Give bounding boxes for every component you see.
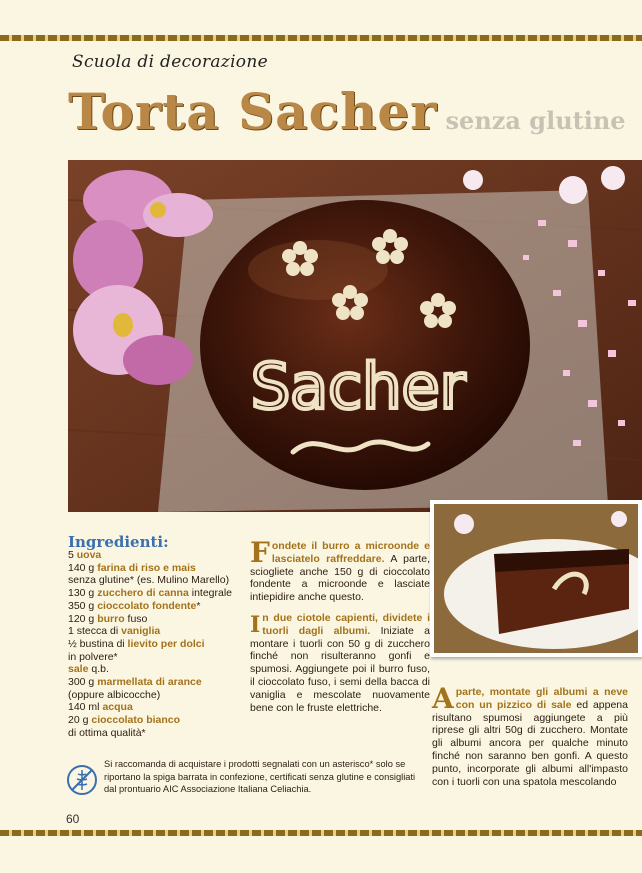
- page-title: [68, 82, 626, 141]
- ingredient-line: 20 g cioccolato bianco: [68, 714, 181, 727]
- ingredient-line: di ottima qualità*: [68, 726, 146, 739]
- instructions-column-3: [432, 682, 628, 796]
- ingredients-list: [68, 549, 238, 740]
- cake-photo: [68, 160, 642, 512]
- ingredient-line: sale q.b.: [68, 663, 109, 676]
- ingredient-line: 350 g cioccolato fondente*: [68, 599, 201, 612]
- ingredient-line: ½ bustina di lievito per dolci: [68, 637, 205, 650]
- ingredient-line: 1 stecca di vaniglia: [68, 625, 161, 638]
- ingredients-heading: Ingredienti:: [68, 533, 169, 551]
- title-subtitle: senza glutine: [445, 106, 626, 135]
- ingredient-line: 120 g burro fuso: [68, 612, 148, 625]
- ingredient-line: (oppure albicocche): [68, 688, 161, 701]
- step-paragraph-2: In due ciotole capienti, dividete i tuorli dagli albumi. Iniziate a montare i tuorli con 50 g di zucchero finché non risulteranno gonfi e spumosi. Aggiungete poi il burro fuso, il cioccolato fuso, i semi della bacca di vaniglia e mescolate nuovamente bene con le fruste elettriche.: [250, 611, 430, 714]
- cake-slice-photo: [430, 500, 642, 657]
- ingredient-line: 140 g farina di riso e mais: [68, 561, 196, 574]
- ingredient-line: in polvere*: [68, 650, 118, 663]
- bottom-decorative-stripe: [0, 830, 642, 836]
- ingredient-line: senza glutine* (es. Mulino Marello): [68, 574, 230, 587]
- page-number: 60: [66, 812, 80, 826]
- top-decorative-stripe: [0, 35, 642, 41]
- ingredient-line: 130 g zucchero di canna integrale: [68, 587, 233, 600]
- ingredient-line: 5 uova: [68, 549, 102, 561]
- cake-lettering: Sacher: [250, 350, 466, 423]
- instructions-column-2: [250, 536, 431, 722]
- ingredient-line: 300 g marmellata di arance: [68, 676, 202, 689]
- note-text: Si raccomanda di acquistare i prodotti segnalati con un asterisco* solo se riportano la spiga barrata in confezione, certificati senza glutine e consigliati dal prontuario AIC Associazione Italiana Celiachia.: [104, 759, 416, 794]
- gluten-free-note: [66, 758, 416, 796]
- title-main: Torta Sacher: [68, 82, 438, 141]
- section-label: Scuola di decorazione: [72, 52, 268, 72]
- step-paragraph-1: Fondete il burro a microonde e lasciatelo raffreddare. A parte, sciogliete anche 150 g di cioccolato fondente a microonde e lasciate intiepidire anche questo.: [250, 536, 431, 604]
- step-paragraph-3: Aparte, montate gli albumi a neve con un pizzico di sale ed appena risultano spumosi aggiungete a più riprese gli altri 50g di zucchero. Montate gli albumi ancora per qualche minuto finché non saranno ben gonfi. A questo punto, incorporate gli albumi all'impasto con i tuorli con una spatola mescolando: [432, 682, 628, 788]
- ingredient-line: 140 ml acqua: [68, 701, 133, 714]
- gluten-free-icon: [66, 764, 98, 796]
